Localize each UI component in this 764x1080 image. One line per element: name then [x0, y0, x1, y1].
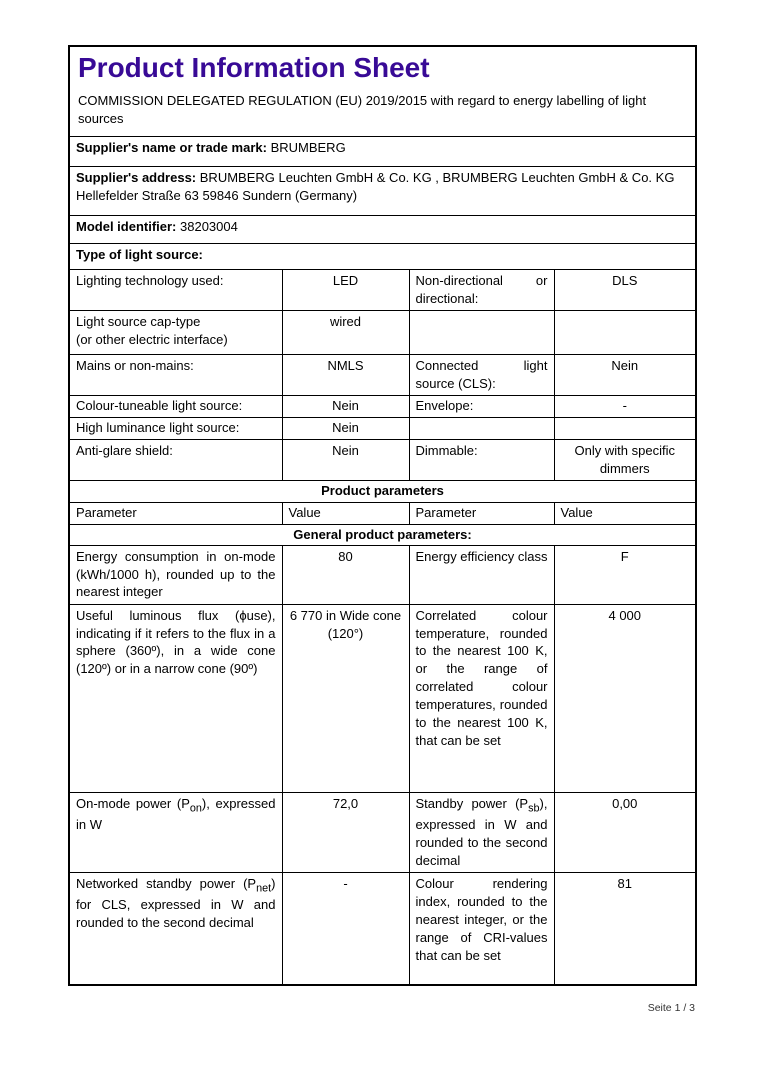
table-row [69, 395, 696, 417]
param-value-cell: Nein [282, 439, 409, 480]
param-label-cell: Networked standby power $(P_{net})$ for CLS, expressed in W and rounded to the second decimal [69, 872, 282, 985]
param-value-cell: 6 770 in Wide cone (120°) [282, 604, 409, 792]
param-value-cell: - [554, 395, 696, 417]
param-label-cell: Energy consumption in on-mode (kWh/1000 h), rounded up to the nearest integer [69, 545, 282, 604]
model-identifier-value: 38203004 [180, 218, 238, 234]
param-label-cell: Standby power $(P_{sb})$, expressed in W and rounded to the second decimal [409, 792, 554, 872]
param-label-cell: Mains or non-mains: [69, 354, 282, 395]
param-value-cell: 80 [282, 545, 409, 604]
supplier-address-value: BRUMBERG Leuchten GmbH & Co. KG , BRUMBERG Leuchten GmbH & Co. KG Hellefelder Straße 63 59846 Sundern (Germany) [76, 169, 675, 203]
param-label-cell: High luminance light source: [69, 417, 282, 439]
param-value-cell: LED [282, 269, 409, 310]
title-row [69, 46, 696, 136]
param-value-cell: 72,0 [282, 792, 409, 872]
table-row [69, 792, 696, 872]
supplier-name-value: BRUMBERG [270, 139, 346, 155]
param-label-cell: Colour-tuneable light source: [69, 395, 282, 417]
column-header-parameter: Parameter [69, 502, 282, 524]
param-label-cell: Dimmable: [409, 439, 554, 480]
param-label-cell: Correlated colour temperature, rounded to the nearest 100 K, or the range of correlated colour temperatures, rounded to the nearest 100 K, that can be set [409, 604, 554, 792]
column-header-parameter: Parameter [409, 502, 554, 524]
param-value-cell: Only with specific dimmers [554, 439, 696, 480]
param-label-cell: Anti-glare shield: [69, 439, 282, 480]
param-label-cell: Lighting technology used: [69, 269, 282, 310]
param-label-cell: Light source cap-type (or other electric interface) [69, 310, 282, 354]
param-label-cell [409, 417, 554, 439]
table-row [69, 604, 696, 792]
table-row [69, 269, 696, 310]
param-label-cell [409, 310, 554, 354]
column-header-value: Value [554, 502, 696, 524]
table-row [69, 136, 696, 166]
table-row [69, 439, 696, 480]
supplier-name-cell [69, 136, 696, 166]
supplier-name-label: Supplier's name or trade mark: [76, 139, 267, 155]
param-label-cell: On-mode power $(P_{on})$, expressed in W [69, 792, 282, 872]
param-value-cell: NMLS [282, 354, 409, 395]
param-label-cell: Envelope: [409, 395, 554, 417]
table-row [69, 310, 696, 354]
page-number: Seite 1 / 3 [647, 1002, 695, 1014]
page-title: Product Information Sheet [78, 52, 430, 83]
param-value-cell [554, 310, 696, 354]
param-value-cell: wired [282, 310, 409, 354]
supplier-address-cell [69, 166, 696, 215]
model-identifier-label: Model identifier: [76, 218, 177, 234]
product-parameters-header: Product parameters [69, 480, 696, 502]
table-row [69, 524, 696, 545]
param-label-cell: Non-directional or directional: [409, 269, 554, 310]
param-value-cell: 4 000 [554, 604, 696, 792]
column-header-value: Value [282, 502, 409, 524]
table-row [69, 215, 696, 243]
param-value-cell: - [282, 872, 409, 985]
param-value-cell: Nein [282, 395, 409, 417]
model-identifier-cell [69, 215, 696, 243]
general-product-parameters-header: General product parameters: [69, 524, 696, 545]
param-value-cell: Nein [282, 417, 409, 439]
param-value-cell: DLS [554, 269, 696, 310]
param-value-cell: Nein [554, 354, 696, 395]
table-row [69, 480, 696, 502]
param-label-cell: Connected light source (CLS): [409, 354, 554, 395]
table-row [69, 872, 696, 985]
param-value-cell: 0,00 [554, 792, 696, 872]
title-cell [69, 46, 696, 136]
param-value-cell [554, 417, 696, 439]
page-subtitle: COMMISSION DELEGATED REGULATION (EU) 2019/2015 with regard to energy labelling of light sources [78, 92, 647, 126]
table-row [69, 417, 696, 439]
supplier-address-label: Supplier's address: [76, 169, 197, 185]
type-of-light-source-header: Type of light source: [69, 243, 696, 269]
param-label-cell: Energy efficiency class [409, 545, 554, 604]
param-value-cell: 81 [554, 872, 696, 985]
product-info-table [68, 45, 697, 986]
param-value-cell: F [554, 545, 696, 604]
table-row [69, 545, 696, 604]
table-row [69, 502, 696, 524]
param-label-cell: Colour rendering index, rounded to the nearest integer, or the range of CRI-values that can be set [409, 872, 554, 985]
table-row [69, 243, 696, 269]
table-row [69, 354, 696, 395]
param-label-cell: Useful luminous flux (ϕuse), indicating if it refers to the flux in a sphere (360º), in a wide cone (120º) or in a narrow cone (90º) [69, 604, 282, 792]
table-row [69, 166, 696, 215]
